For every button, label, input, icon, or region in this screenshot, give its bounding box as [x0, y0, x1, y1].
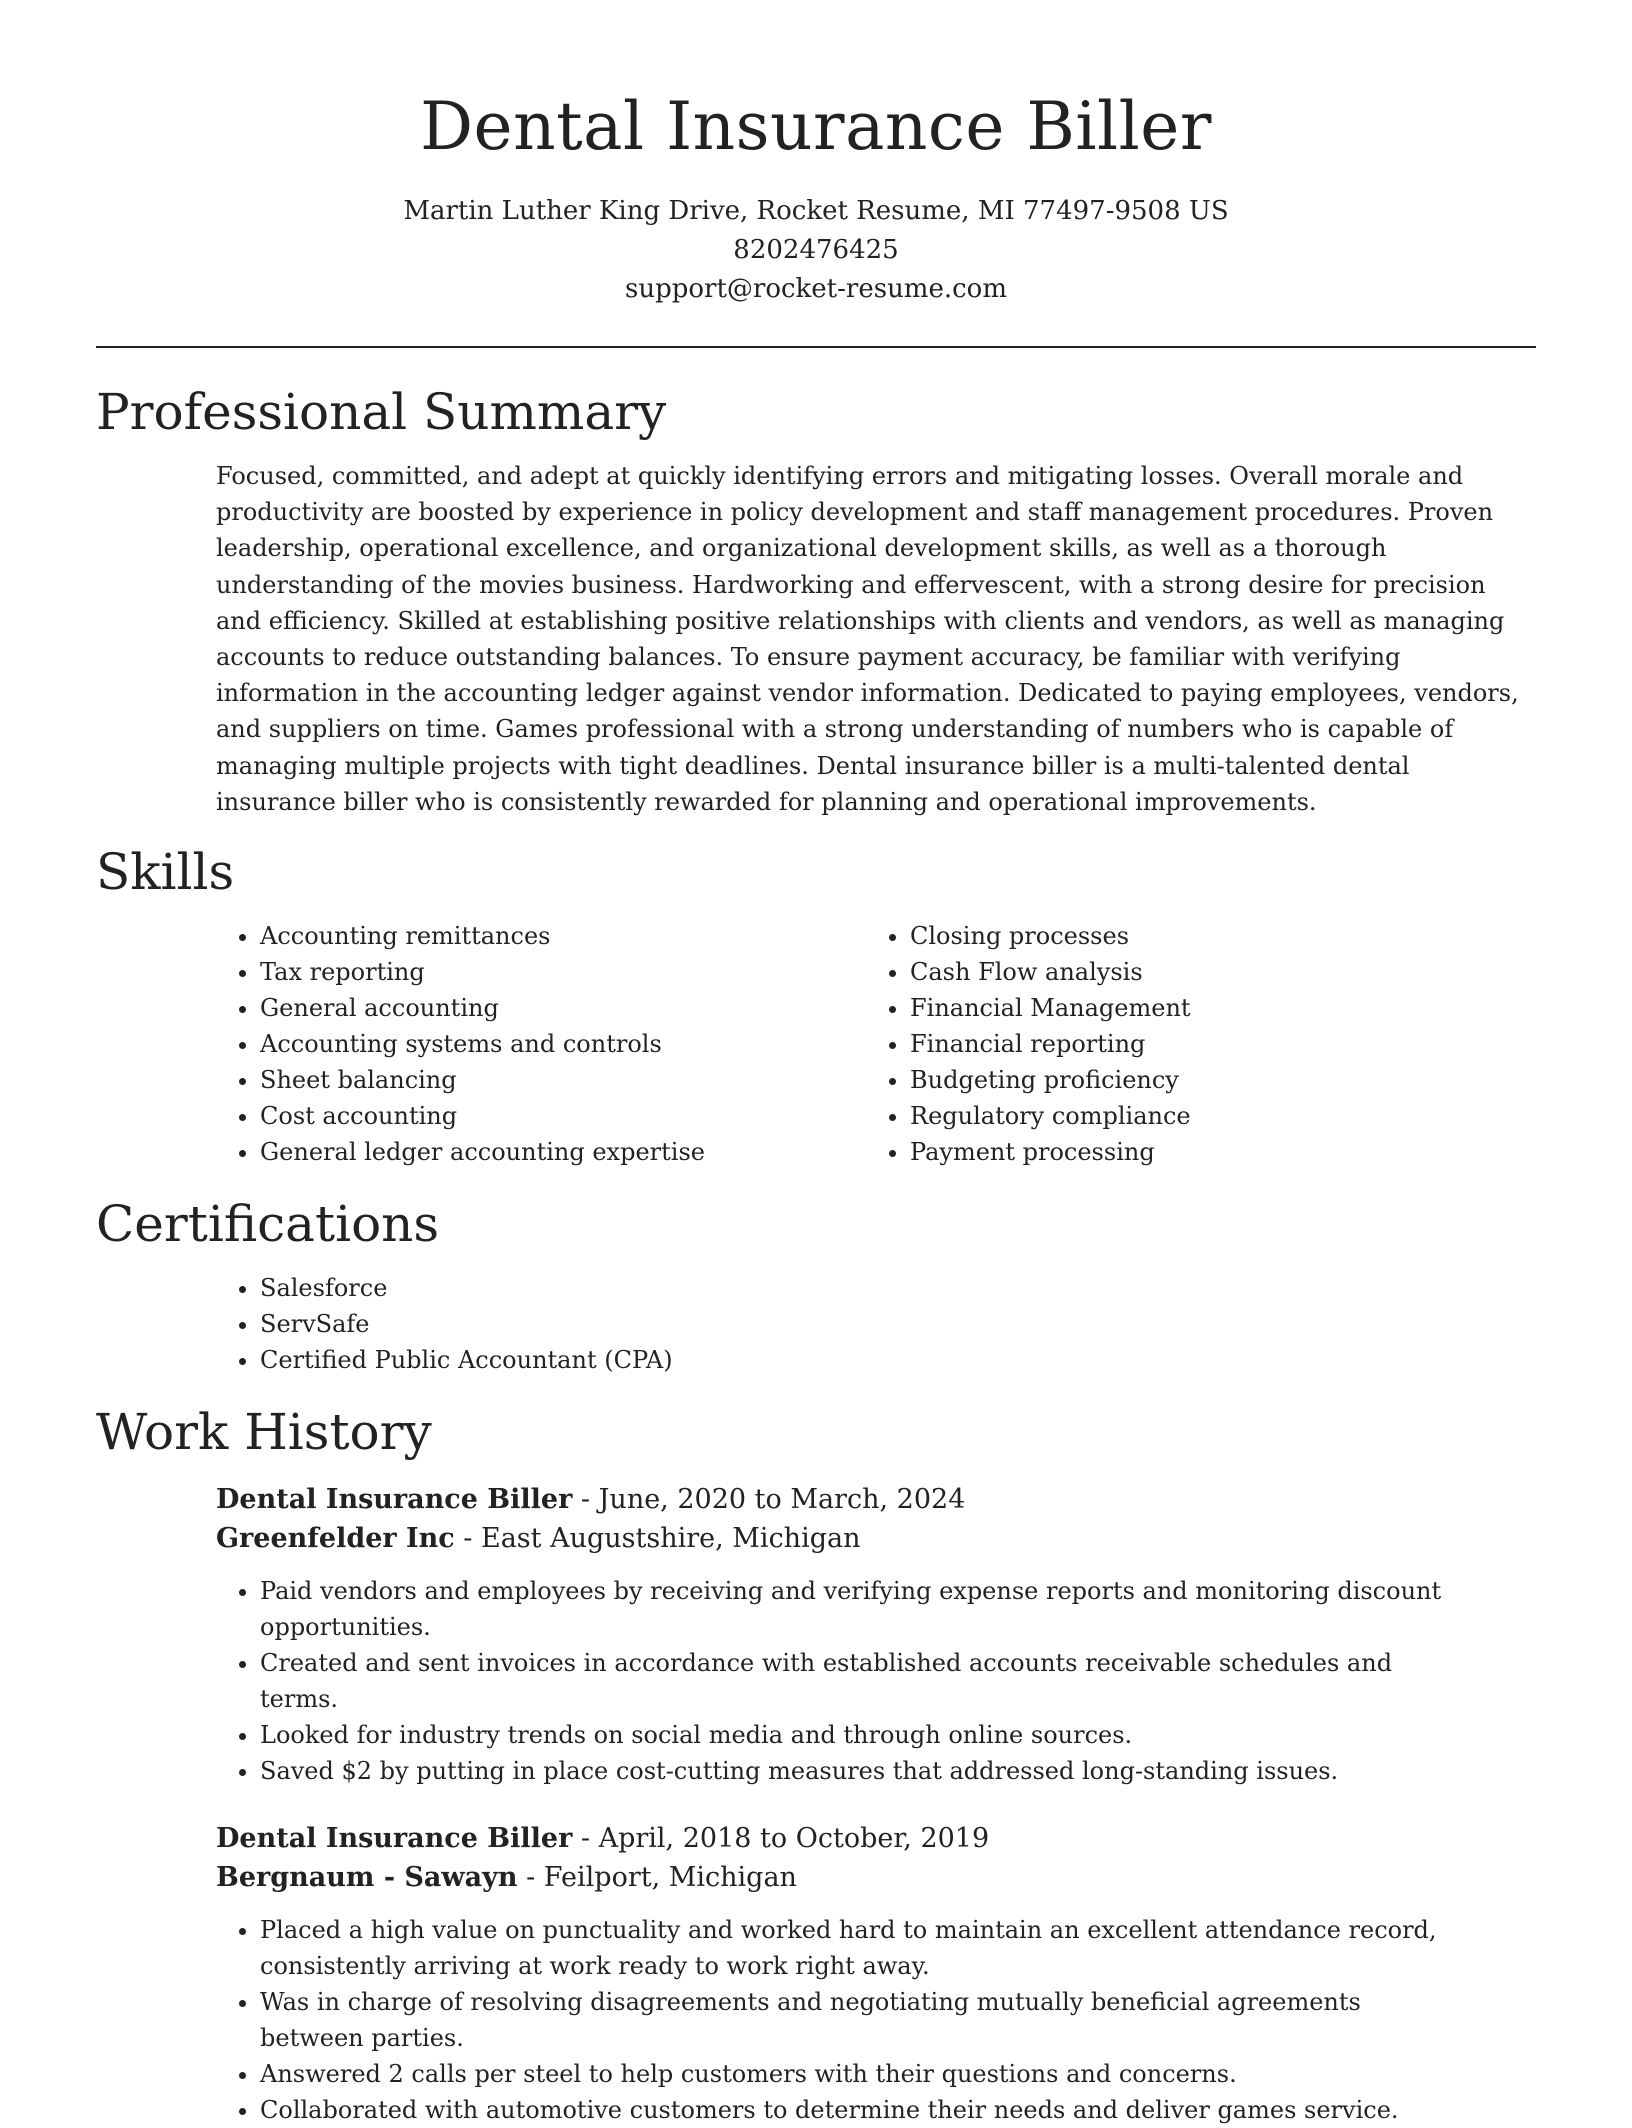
job-title-line [216, 1819, 1536, 1858]
skill-item: • Payment processing [910, 1134, 1510, 1170]
resume-header [96, 0, 1536, 309]
summary-text: Focused, committed, and adept at quickly identifying errors and mitigating losses. Overall morale and productivity are boosted by experience in policy development and staff management procedures. Proven leadership, operational excellence, and organizational development skills, as well as a thorough understanding of the movies business. Hardworking and effervescent, with a strong desire for precision and efficiency. Skilled at establishing positive relationships with clients and vendors, as well as managing accounts to reduce outstanding balances. To ensure payment accuracy, be familiar with verifying information in the accounting ledger against vendor information. Dedicated to paying employees, vendors, and suppliers on time. Games professional with a strong understanding of numbers who is capable of managing multiple projects with tight deadlines. Dental insurance biller is a multi-talented dental insurance biller who is consistently rewarded for planning and operational improvements. [216, 462, 1519, 816]
certification-item: • Certified Public Accountant (CPA) [260, 1342, 1536, 1378]
skills-heading: Skills [96, 843, 235, 902]
skill-item: • Financial reporting [910, 1026, 1510, 1062]
job-company: Greenfelder Inc [216, 1523, 455, 1555]
certifications-list [216, 1270, 1536, 1378]
resume-page [96, 0, 1536, 2128]
skill-item: • Sheet balancing [260, 1062, 866, 1098]
skill-item: • General ledger accounting expertise [260, 1134, 866, 1170]
summary-heading: Professional Summary [96, 383, 667, 441]
job-entry [216, 1819, 1536, 2128]
skill-item: • Cash Flow analysis [910, 954, 1510, 990]
work-history-section [96, 1402, 1536, 2128]
certification-item: • Salesforce [260, 1270, 1536, 1306]
skill-item: • Financial Management [910, 990, 1510, 1026]
job-company-line [216, 1519, 1536, 1558]
skill-item: • Closing processes [910, 918, 1510, 954]
job-duty: • Was in charge of resolving disagreements and negotiating mutually beneficial agreements between parties. [260, 1984, 1460, 2056]
skills-list-left [216, 918, 866, 1170]
job-title-line [216, 1480, 1536, 1519]
header-divider [96, 346, 1536, 348]
skills-list-right [866, 918, 1510, 1170]
job-dates: - April, 2018 to October, 2019 [572, 1823, 990, 1855]
job-duty: • Answered 2 calls per steel to help customers with their questions and concerns. [260, 2056, 1460, 2092]
skill-item: • Tax reporting [260, 954, 866, 990]
candidate-name: Dental Insurance Biller [420, 88, 1212, 165]
job-entry [216, 1480, 1536, 1789]
job-duty: • Paid vendors and employees by receiving and verifying expense reports and monitoring discount opportunities. [260, 1573, 1460, 1645]
contact-email: support@rocket-resume.com [624, 274, 1007, 304]
summary-section [96, 382, 1536, 820]
skill-item: • Budgeting proficiency [910, 1062, 1510, 1098]
job-dates: - June, 2020 to March, 2024 [572, 1484, 966, 1516]
skill-item: • Regulatory compliance [910, 1098, 1510, 1134]
job-duty: • Collaborated with automotive customers to determine their needs and deliver games service. [260, 2092, 1460, 2128]
job-title: Dental Insurance Biller [216, 1484, 573, 1516]
job-duty: • Placed a high value on punctuality and worked hard to maintain an excellent attendance record, consistently arriving at work ready to work right away. [260, 1912, 1460, 1984]
certifications-section [96, 1194, 1536, 1378]
job-duty: • Looked for industry trends on social media and through online sources. [260, 1717, 1460, 1753]
skills-grid [216, 918, 1536, 1170]
job-duty: • Created and sent invoices in accordance with established accounts receivable schedules and terms. [260, 1645, 1460, 1717]
job-title: Dental Insurance Biller [216, 1823, 573, 1855]
skill-item: • Accounting remittances [260, 918, 866, 954]
job-duties-list [216, 1912, 1460, 2128]
contact-address: Martin Luther King Drive, Rocket Resume, MI 77497-9508 US [403, 196, 1229, 226]
skills-section [96, 842, 1536, 1170]
job-duties-list [216, 1573, 1460, 1789]
job-location: - East Augustshire, Michigan [454, 1523, 861, 1555]
job-company: Bergnaum - Sawayn [216, 1862, 518, 1894]
certifications-heading: Certifications [96, 1195, 440, 1254]
skill-item: • General accounting [260, 990, 866, 1026]
contact-phone: 8202476425 [733, 235, 899, 265]
work-history-heading: Work History [96, 1403, 432, 1462]
job-duty: • Saved $2 by putting in place cost-cutting measures that addressed long-standing issues. [260, 1753, 1460, 1789]
job-location: - Feilport, Michigan [517, 1862, 797, 1894]
certification-item: • ServSafe [260, 1306, 1536, 1342]
job-company-line [216, 1858, 1536, 1897]
skill-item: • Accounting systems and controls [260, 1026, 866, 1062]
skill-item: • Cost accounting [260, 1098, 866, 1134]
